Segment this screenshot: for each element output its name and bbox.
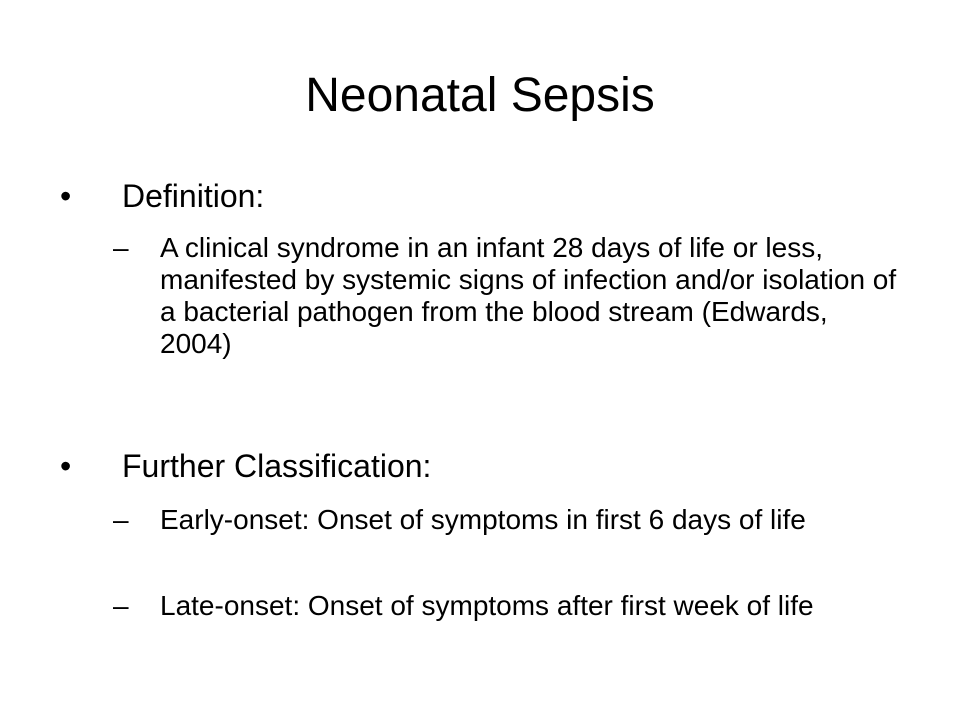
dash-icon: – — [113, 504, 129, 535]
section-heading-definition: Definition: — [122, 178, 265, 214]
bullet-icon: • — [60, 178, 72, 214]
dash-icon: – — [113, 232, 129, 263]
definition-text: A clinical syndrome in an infant 28 days of life or less, manifested by systemic signs of infection and/or isolation of a bacterial pathogen from the blood stream (Edwards, 2004) — [160, 232, 897, 359]
late-onset-text: Late-onset: Onset of symptoms after first week of life — [160, 590, 814, 621]
bullet-icon: • — [60, 448, 72, 484]
early-onset-text: Early-onset: Onset of symptoms in first 6 days of life — [160, 504, 806, 535]
slide-title: Neonatal Sepsis — [305, 69, 655, 122]
section-heading-classification: Further Classification: — [122, 448, 432, 484]
dash-icon: – — [113, 590, 129, 621]
